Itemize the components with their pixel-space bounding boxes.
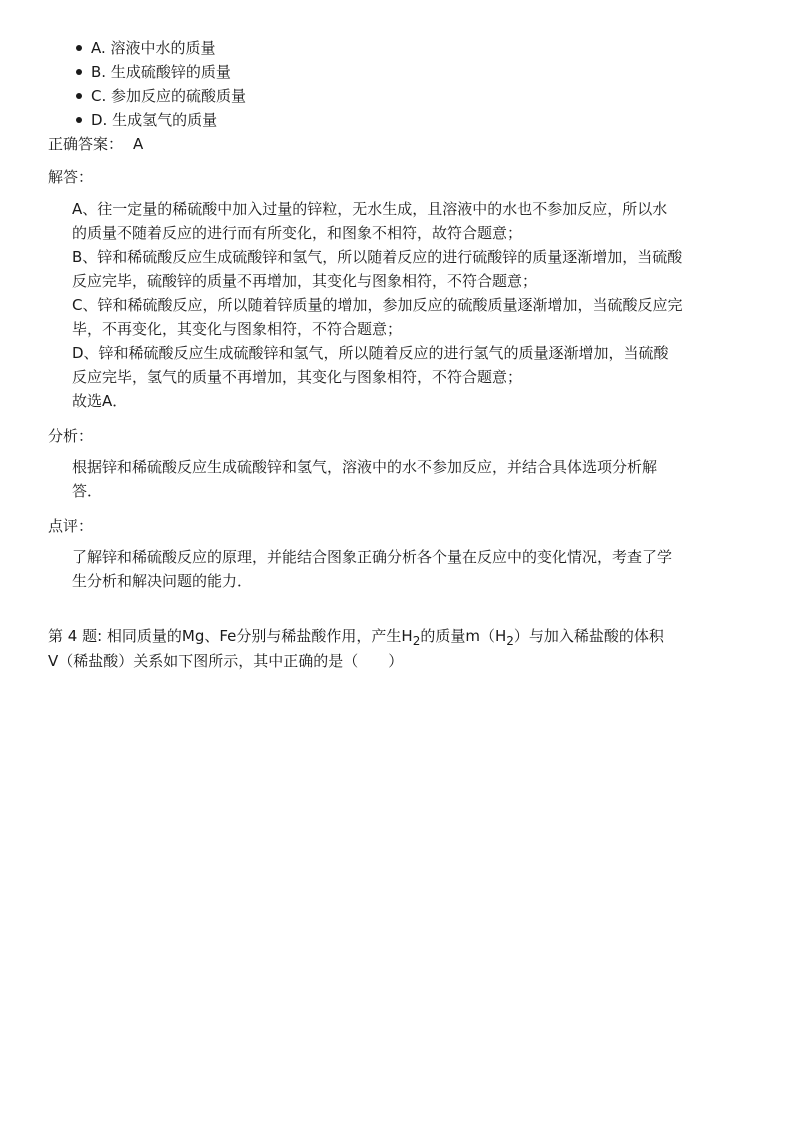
option-c: C. 参加反应的硫酸质量 xyxy=(48,84,246,108)
solution-label: 解答： xyxy=(48,168,94,186)
solution-line: 反应完毕，硫酸锌的质量不再增加，其变化与图象相符，不符合题意； xyxy=(72,272,538,290)
option-a: A. 溶液中水的质量 xyxy=(48,36,246,60)
solution-line: B、锌和稀硫酸反应生成硫酸锌和氢气，所以随着反应的进行硫酸锌的质量逐渐增加，当硫酸 xyxy=(72,248,683,266)
bullet-icon xyxy=(76,45,82,51)
bullet-icon xyxy=(76,93,82,99)
bullet-icon xyxy=(76,69,82,75)
analysis-text xyxy=(72,455,742,503)
analysis-line: 根据锌和稀硫酸反应生成硫酸锌和氢气，溶液中的水不参加反应，并结合具体选项分析解 xyxy=(72,458,658,476)
subscript: 2 xyxy=(506,634,514,648)
analysis-label: 分析： xyxy=(48,427,94,445)
solution-text xyxy=(72,197,742,413)
comment-line: 生分析和解决问题的能力． xyxy=(72,572,253,590)
comment-line: 了解锌和稀硫酸反应的原理，并能结合图象正确分析各个量在反应中的变化情况，考查了学 xyxy=(72,548,673,566)
solution-line: 故选A． xyxy=(72,392,128,410)
solution-line: 反应完毕，氢气的质量不再增加，其变化与图象相符，不符合题意； xyxy=(72,368,523,386)
solution-line: 的质量不随着反应的进行而有所变化，和图象不相符，故符合题意； xyxy=(72,224,523,242)
solution-line: D、锌和稀硫酸反应生成硫酸锌和氢气，所以随着反应的进行氢气的质量逐渐增加，当硫酸 xyxy=(72,344,669,362)
solution-line: 毕，不再变化，其变化与图象相符，不符合题意； xyxy=(72,320,403,338)
analysis-line: 答． xyxy=(72,482,103,500)
correct-answer-label: 正确答案： xyxy=(48,135,124,153)
solution-line: C、锌和稀硫酸反应，所以随着锌质量的增加，参加反应的硫酸质量逐渐增加，当硫酸反应完 xyxy=(72,296,683,314)
option-d: D. 生成氢气的质量 xyxy=(48,108,246,132)
question-4 xyxy=(48,624,748,673)
question-4-line-2: V（稀盐酸）关系如下图所示，其中正确的是（ ） xyxy=(48,652,404,670)
answer-options-list xyxy=(48,36,246,132)
comment-label: 点评： xyxy=(48,517,94,535)
question-4-line-1: 第 4 题: 相同质量的Mg、Fe分别与稀盐酸作用，产生$H_2$的质量$m(H_2)$与加入稀盐酸的体积 xyxy=(48,627,664,648)
correct-answer-value: A xyxy=(133,135,144,153)
bullet-icon xyxy=(76,117,82,123)
solution-line: A、往一定量的稀硫酸中加入过量的锌粒，无水生成，且溶液中的水也不参加反应，所以水 xyxy=(72,200,668,218)
option-b: B. 生成硫酸锌的质量 xyxy=(48,60,246,84)
comment-text xyxy=(72,545,742,593)
subscript: 2 xyxy=(412,634,421,648)
